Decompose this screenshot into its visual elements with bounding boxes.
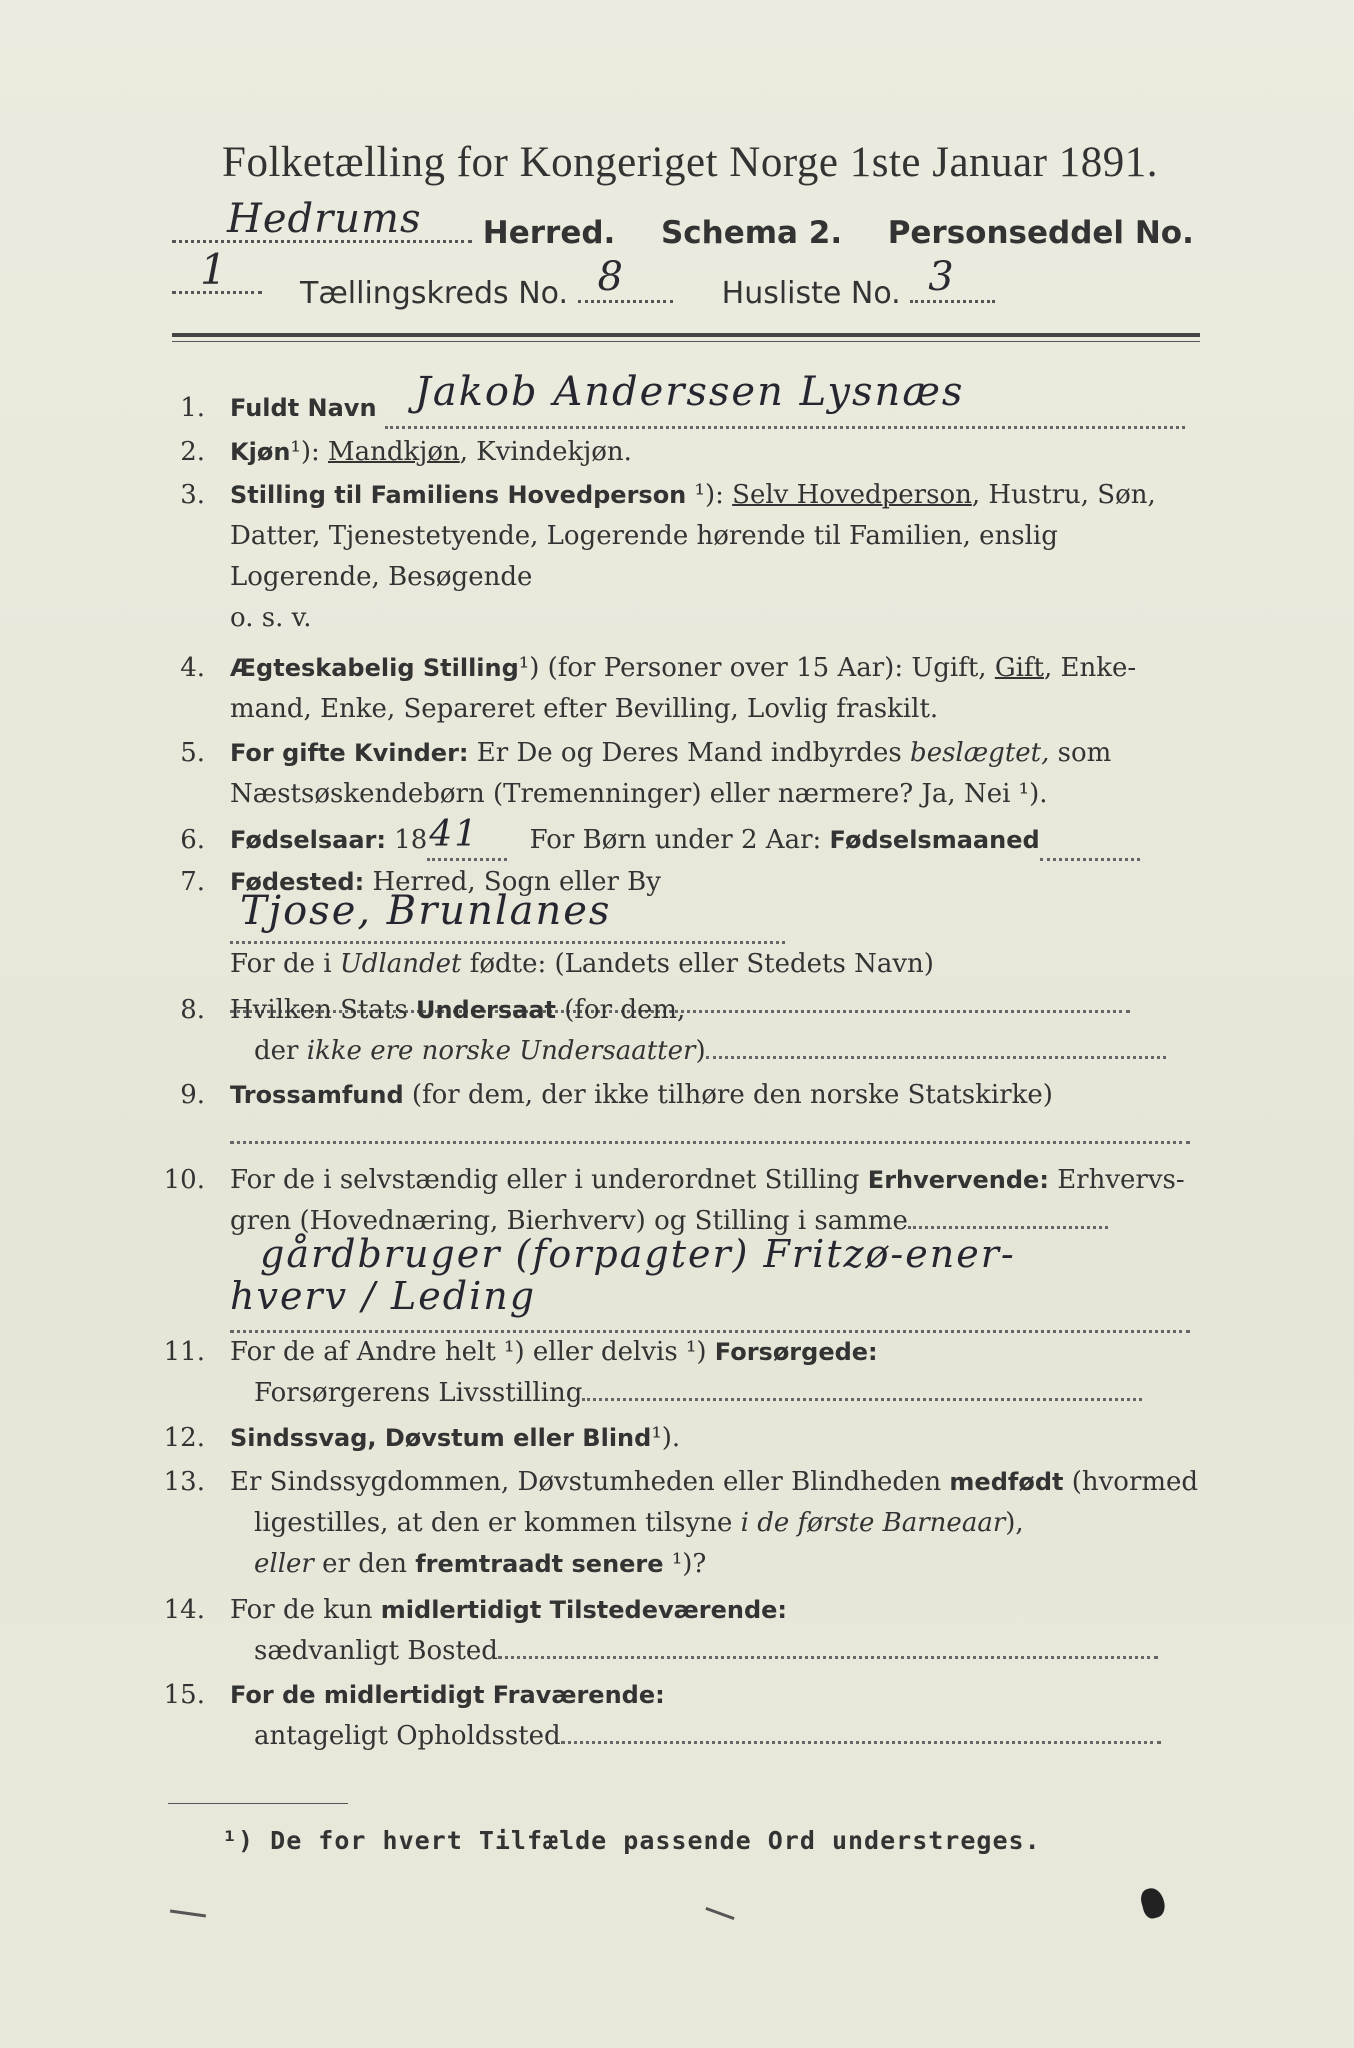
ink-mark [705, 1907, 734, 1920]
item-13-line-3c: fremtraadt senere [415, 1550, 664, 1578]
item-1-field [385, 369, 1185, 429]
item-6-text: For Børn under 2 Aar: [529, 825, 822, 855]
item-3-options: , Hustru, Søn, [971, 480, 1156, 510]
herred-field [172, 196, 472, 243]
item-number: 7. [180, 867, 205, 897]
item-3-option-selv: Selv Hovedperson [732, 480, 972, 510]
personseddel-label: Personseddel No. [887, 215, 1194, 251]
item-3-line-2: Datter, Tjenestetyende, Logerende hørende til Familien, enslig [230, 521, 1058, 551]
item-8-text: Hvilken Stats [230, 995, 408, 1025]
item-13-text: Er Sindssygdommen, Døvstumheden eller Blindheden [230, 1467, 942, 1497]
item-10-field [908, 1202, 1108, 1229]
kreds-handwriting: 8 [597, 254, 624, 300]
husliste-handwriting: 3 [928, 254, 955, 300]
item-8-line-2b: ikke ere norske Undersaatter [306, 1036, 696, 1066]
item-3-line-4: o. s. v. [230, 603, 312, 633]
item-8-line-2a: der [254, 1036, 299, 1066]
item-number: 3. [180, 480, 205, 510]
kreds-line [300, 254, 995, 311]
item-14-label: midlertidigt Tilstedeværende: [380, 1596, 788, 1624]
item-4-line-2: mand, Enke, Separeret efter Bevilling, Lovlig fraskilt. [230, 694, 939, 724]
item-7-handwriting: Tjose, Brunlanes [240, 888, 612, 934]
item-3-label: Stilling til Familiens Hovedperson [230, 481, 687, 509]
item-13-line-2b: i de første Barneaar [740, 1508, 1006, 1538]
item-4-text: ¹) (for Personer over 15 Aar): Ugift, [518, 653, 987, 683]
item-13-line-2c: ), [1005, 1508, 1024, 1538]
item-number: 12. [163, 1423, 205, 1453]
item-6-label: Fødselsaar: [230, 826, 386, 854]
kreds-field [578, 254, 673, 303]
item-15-field [561, 1717, 1161, 1744]
item-8-line-2c: ) [695, 1036, 706, 1066]
item-3-line-3: Logerende, Besøgende [230, 562, 533, 592]
personseddel-handwriting: 1 [200, 245, 228, 294]
item-number: 13. [163, 1467, 205, 1497]
item-1-handwriting: Jakob Anderssen Lysnæs [414, 369, 965, 415]
item-2-sup: ¹): [290, 437, 320, 467]
item-number: 5. [180, 738, 205, 768]
item-number: 10. [163, 1165, 205, 1195]
item-11-field [582, 1374, 1142, 1401]
item-4-text-2: , Enke- [1043, 653, 1137, 683]
item-2-option-kvindekjon: , Kvindekjøn. [459, 437, 632, 467]
item-number: 8. [180, 995, 205, 1025]
husliste-label: Husliste No. [721, 276, 901, 311]
item-12-label: Sindssvag, Døvstum eller Blind [230, 1424, 652, 1452]
item-10-text: For de i selvstændig eller i underordnet Stilling [230, 1165, 860, 1195]
item-14-text: For de kun [230, 1595, 373, 1625]
item-11-line-2: Forsørgerens Livsstilling [254, 1378, 583, 1408]
item-3-sup: ¹): [694, 480, 724, 510]
item-7-line-2c: fødte: (Landets eller Stedets Navn) [469, 949, 934, 979]
item-4-label: Ægteskabelig Stilling [230, 654, 519, 682]
item-number: 15. [163, 1680, 205, 1710]
footnote-rule [168, 1803, 348, 1804]
item-8-label: Undersaat [415, 996, 556, 1024]
item-1-label: Fuldt Navn [230, 394, 377, 422]
item-5-line-2: Næstsøskendebørn (Tremenninger) eller nærmere? Ja, Nei ¹). [230, 779, 1048, 809]
item-number: 9. [180, 1080, 205, 1110]
item-6-field [427, 814, 507, 861]
item-2-option-mandkjon: Mandkjøn [328, 437, 460, 467]
item-11-label: Forsørgede: [714, 1338, 878, 1366]
item-number: 1. [180, 393, 205, 423]
item-2-label: Kjøn [230, 438, 291, 466]
item-14-line-2: sædvanligt Bosted [254, 1636, 498, 1666]
ink-mark [170, 1910, 206, 1918]
husliste-field [910, 254, 995, 303]
item-9-field [230, 1117, 1190, 1144]
item-5-text: Er De og Deres Mand indbyrdes [476, 738, 902, 768]
item-8-text-2: (for dem, [564, 995, 686, 1025]
item-7-line-2a: For de i [230, 949, 332, 979]
item-10-line-2: gren (Hovednæring, Bierhverv) og Stilling i samme [230, 1206, 908, 1236]
form-title: Folketælling for Kongeriget Norge 1ste Januar 1891. [222, 139, 1158, 186]
item-7-text: Herred, Sogn eller By [372, 867, 661, 897]
item-15-line-2: antageligt Opholdssted [254, 1721, 561, 1751]
header-rule-thin [172, 341, 1200, 342]
item-6-field-2 [1040, 828, 1140, 861]
item-7-field [230, 888, 785, 944]
item-5-label: For gifte Kvinder: [230, 739, 469, 767]
footnote: ¹) De for hvert Tilfælde passende Ord understreges. [222, 1826, 1041, 1855]
item-number: 4. [180, 653, 205, 683]
item-15-label: For de midlertidigt Fraværende: [230, 1681, 665, 1709]
item-13-line-3a: eller [254, 1549, 314, 1579]
item-6-label-2: Fødselsmaaned [829, 826, 1040, 854]
item-6-prefix: 18 [394, 825, 428, 855]
item-10-text-2: Erhvervs- [1057, 1165, 1185, 1195]
item-13-line-3d: ¹)? [671, 1549, 707, 1579]
item-12-text: ¹). [651, 1423, 681, 1453]
herred-label: Herred. [482, 215, 616, 251]
item-13-text-2: (hvormed [1071, 1467, 1199, 1497]
item-number: 6. [180, 825, 205, 855]
item-number: 14. [163, 1595, 205, 1625]
item-10-handwriting-1: gårdbruger (forpagter) Fritzø-ener- [260, 1232, 1016, 1276]
personseddel-field [172, 245, 262, 294]
item-14-field [498, 1632, 1158, 1659]
item-7-line-2b: Udlandet [339, 949, 462, 979]
header-rule [172, 333, 1200, 337]
herred-handwriting: Hedrums [227, 196, 422, 242]
item-11-text: For de af Andre helt ¹) eller delvis ¹) [230, 1337, 707, 1367]
item-6-handwriting: 41 [429, 814, 480, 855]
item-10-handwriting-2: hverv / Leding [230, 1274, 537, 1318]
item-4-option-gift: Gift [994, 653, 1044, 683]
item-13-label: medfødt [949, 1468, 1064, 1496]
item-13-line-3b: er den [322, 1549, 407, 1579]
item-number: 2. [180, 437, 205, 467]
item-8-field [706, 1032, 1166, 1059]
kreds-label: Tællingskreds No. [300, 276, 568, 311]
item-7-label: Fødested: [230, 868, 365, 896]
ink-blot [1138, 1886, 1167, 1921]
item-5-text-2: som [1057, 738, 1112, 768]
item-13-line-2a: ligestilles, at den er kommen tilsyne [254, 1508, 733, 1538]
schema-label: Schema 2. [660, 215, 843, 251]
item-5-italic: beslægtet, [910, 738, 1050, 768]
item-10-label: Erhvervende: [867, 1166, 1049, 1194]
item-9-label: Trossamfund [230, 1081, 404, 1109]
item-9-text: (for dem, der ikke tilhøre den norske Statskirke) [411, 1080, 1053, 1110]
item-number: 11. [163, 1337, 205, 1367]
